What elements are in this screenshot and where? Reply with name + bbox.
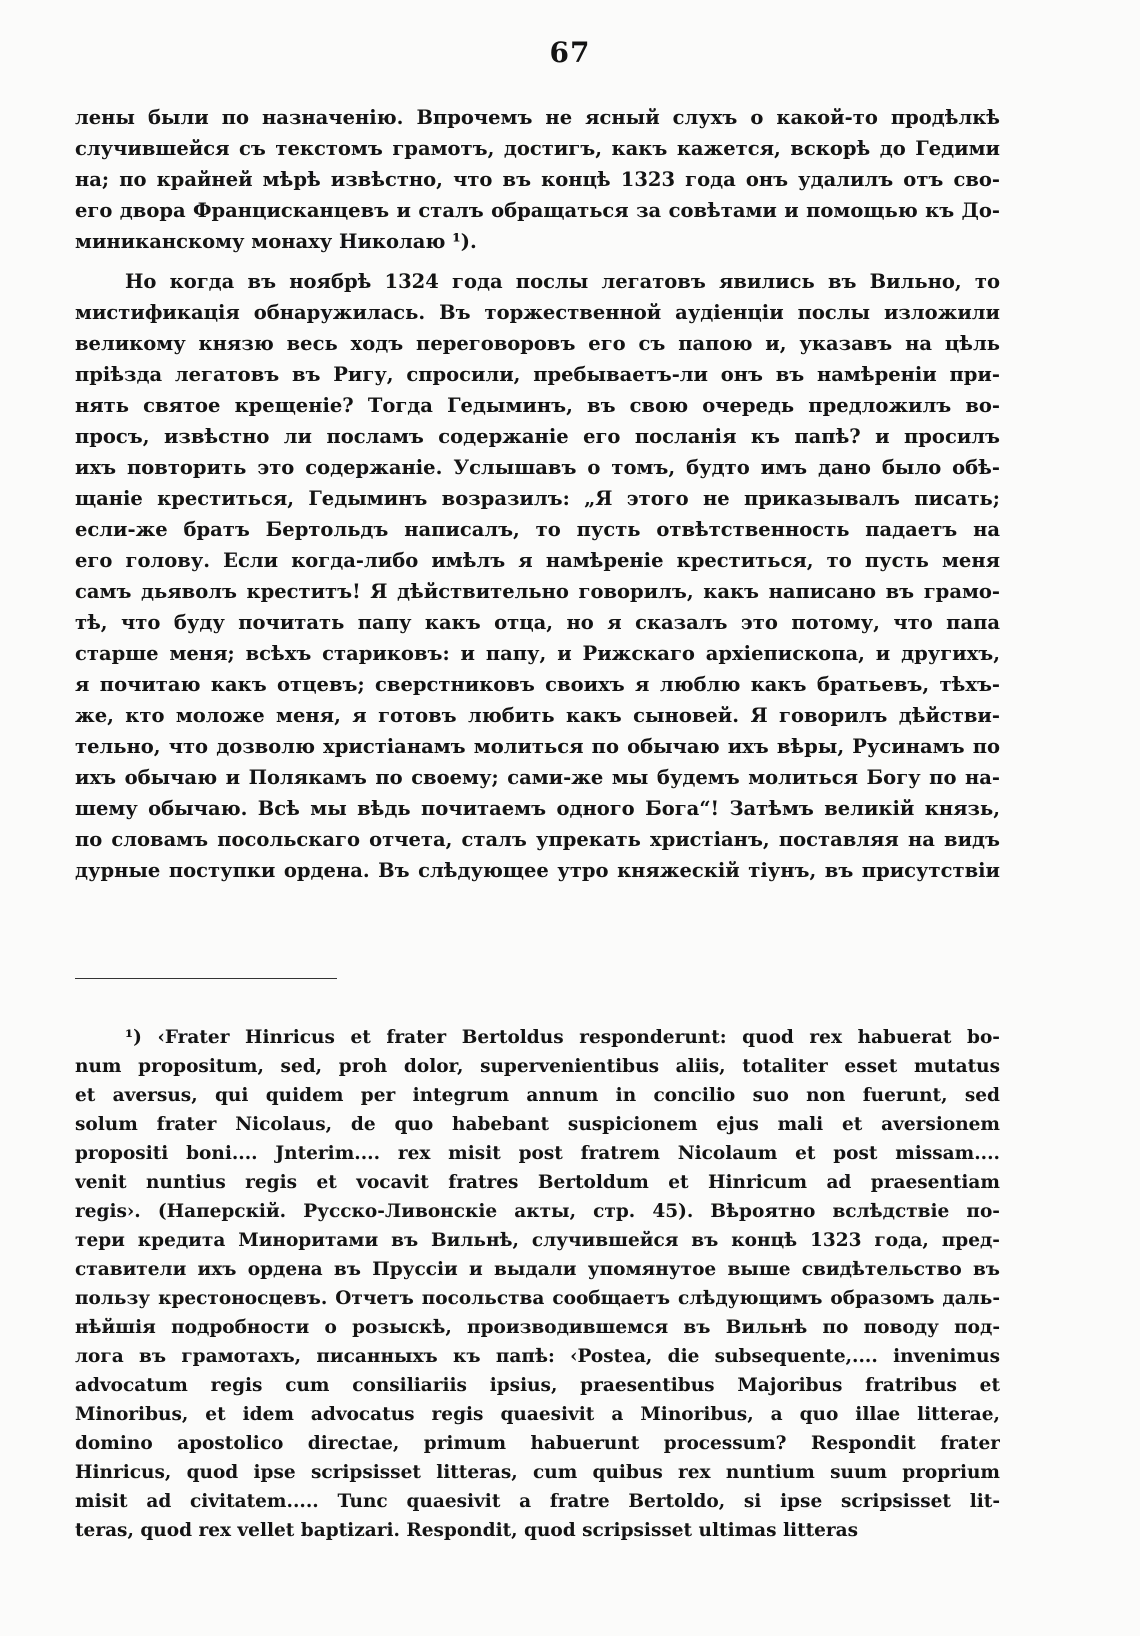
footnote-line: Minoribus, et idem advocatus regis quaesivit a Minoribus, a quo illae litterae,: [75, 1404, 1000, 1425]
text-line: дурные поступки ордена. Въ слѣдующее утро княжескій тіунъ, въ присутствіи: [75, 859, 1000, 882]
text-line: Но когда въ ноябрѣ 1324 года послы легатовъ явились въ Вильно, то: [125, 270, 1000, 293]
footnote-line: Hinricus, quod ipse scripsisset litteras, cum quibus rex nuntium suum proprium: [75, 1462, 1000, 1483]
text-line: по словамъ посольскаго отчета, сталъ упрекать христіанъ, поставляя на видъ: [75, 828, 1000, 851]
footnote-line: ¹) ‹Frater Hinricus et frater Bertoldus responderunt: quod rex habuerat bo-: [125, 1027, 1000, 1048]
paragraph-gap: [75, 257, 1000, 266]
text-line: просъ, извѣстно ли посламъ содержаніе его посланія къ папѣ? и просилъ: [75, 425, 1000, 448]
footnote-line: solum frater Nicolaus, de quo habebant suspicionem ejus mali et aversionem: [75, 1114, 1000, 1135]
footnote-line: venit nuntius regis et vocavit fratres Bertoldum et Hinricum ad praesentiam: [75, 1172, 1000, 1193]
text-line: ихъ повторить это содержаніе. Услышавъ о томъ, будто имъ дано было обѣ-: [75, 456, 1000, 479]
footnote-line: advocatum regis cum consiliariis ipsius, praesentibus Majoribus fratribus et: [75, 1375, 1000, 1396]
text-line: лены были по назначенію. Впрочемъ не ясный слухъ о какой-то продѣлкѣ: [75, 106, 1000, 129]
footnote-line: regis›. (Наперскій. Русско-Ливонскіе акты, стр. 45). Вѣроятно вслѣдствіе по-: [75, 1201, 1000, 1222]
text-line: же, кто моложе меня, я готовъ любить какъ сыновей. Я говорилъ дѣйстви-: [75, 704, 1000, 727]
text-line: я почитаю какъ отцевъ; сверстниковъ своихъ я люблю какъ братьевъ, тѣхъ-: [75, 673, 1000, 696]
text-line: на; по крайней мѣрѣ извѣстно, что въ концѣ 1323 года онъ удалилъ отъ сво-: [75, 168, 1000, 191]
text-line: пріѣзда легатовъ въ Ригу, спросили, пребываетъ-ли онъ въ намѣреніи при-: [75, 363, 1000, 386]
footnote-line: et aversus, qui quidem per integrum annum in concilio suo non fuerunt, sed: [75, 1085, 1000, 1106]
footnote-line: пользу крестоносцевъ. Отчетъ посольства сообщаетъ слѣдующимъ образомъ даль-: [75, 1288, 1000, 1309]
text-line: самъ дьяволъ креститъ! Я дѣйствительно говорилъ, какъ написано въ грамо-: [75, 580, 1000, 603]
footnote-line: тери кредита Миноритами въ Вильнѣ, случившейся въ концѣ 1323 года, пред-: [75, 1230, 1000, 1251]
page-number: 67: [549, 36, 591, 69]
text-line: тельно, что дозволю христіанамъ молиться по обычаю ихъ вѣры, Русинамъ по: [75, 735, 1000, 758]
footnote-line: ставители ихъ ордена въ Пруссіи и выдали упомянутое выше свидѣтельство въ: [75, 1259, 1000, 1280]
text-line: если-же братъ Бертольдъ написалъ, то пусть отвѣтственность падаетъ на: [75, 518, 1000, 541]
text-line: мистификація обнаружилась. Въ торжественной аудіенціи послы изложили: [75, 301, 1000, 324]
footnote-line: лога въ грамотахъ, писанныхъ къ папѣ: ‹Postea, die subsequente,.... invenimus: [75, 1346, 1000, 1367]
text-line: случившейся съ текстомъ грамотъ, достигъ, какъ кажется, вскорѣ до Гедими: [75, 137, 1000, 160]
footnote-line: нѣйшія подробности о розыскѣ, производившемся въ Вильнѣ по поводу под-: [75, 1317, 1000, 1338]
text-line: шему обычаю. Всѣ мы вѣдь почитаемъ одного Бога“! Затѣмъ великій князь,: [75, 797, 1000, 820]
text-line: великому князю весь ходъ переговоровъ его съ папою и, указавъ на цѣль: [75, 332, 1000, 355]
text-line: ихъ обычаю и Полякамъ по своему; сами-же мы будемъ молиться Богу по на-: [75, 766, 1000, 789]
footnote-line: domino apostolico directae, primum habuerunt processum? Respondit frater: [75, 1433, 1000, 1454]
text-line: тѣ, что буду почитать папу какъ отца, но я сказалъ это потому, что папа: [75, 611, 1000, 634]
footnote-separator: [75, 978, 337, 979]
footnote-line: propositi boni.... Jnterim.... rex misit post fratrem Nicolaum et post missam....: [75, 1143, 1000, 1164]
footnote-line: teras, quod rex vellet baptizari. Respondit, quod scripsisset ultimas litteras: [75, 1520, 859, 1541]
text-line: щаніе креститься, Гедыминъ возразилъ: „Я этого не приказывалъ писать;: [75, 487, 1000, 510]
footnote-line: num propositum, sed, proh dolor, supervenientibus aliis, totaliter esset mutatus: [75, 1056, 1000, 1077]
main-text: [75, 102, 1000, 886]
footnote-block: [75, 1023, 1000, 1545]
text-line: старше меня; всѣхъ стариковъ: и папу, и Рижскаго архіепископа, и другихъ,: [75, 642, 1000, 665]
footnote-line: misit ad civitatem..... Tunc quaesivit a fratre Bertoldo, si ipse scripsisset lit-: [75, 1491, 1000, 1512]
text-line: нять святое крещеніе? Тогда Гедыминъ, въ свою очередь предложилъ во-: [75, 394, 1000, 417]
text-line: его двора Францисканцевъ и сталъ обращаться за совѣтами и помощью къ До-: [75, 199, 1000, 222]
text-line: миниканскому монаху Николаю ¹).: [75, 230, 477, 253]
text-line: его голову. Если когда-либо имѣлъ я намѣреніе креститься, то пусть меня: [75, 549, 1000, 572]
